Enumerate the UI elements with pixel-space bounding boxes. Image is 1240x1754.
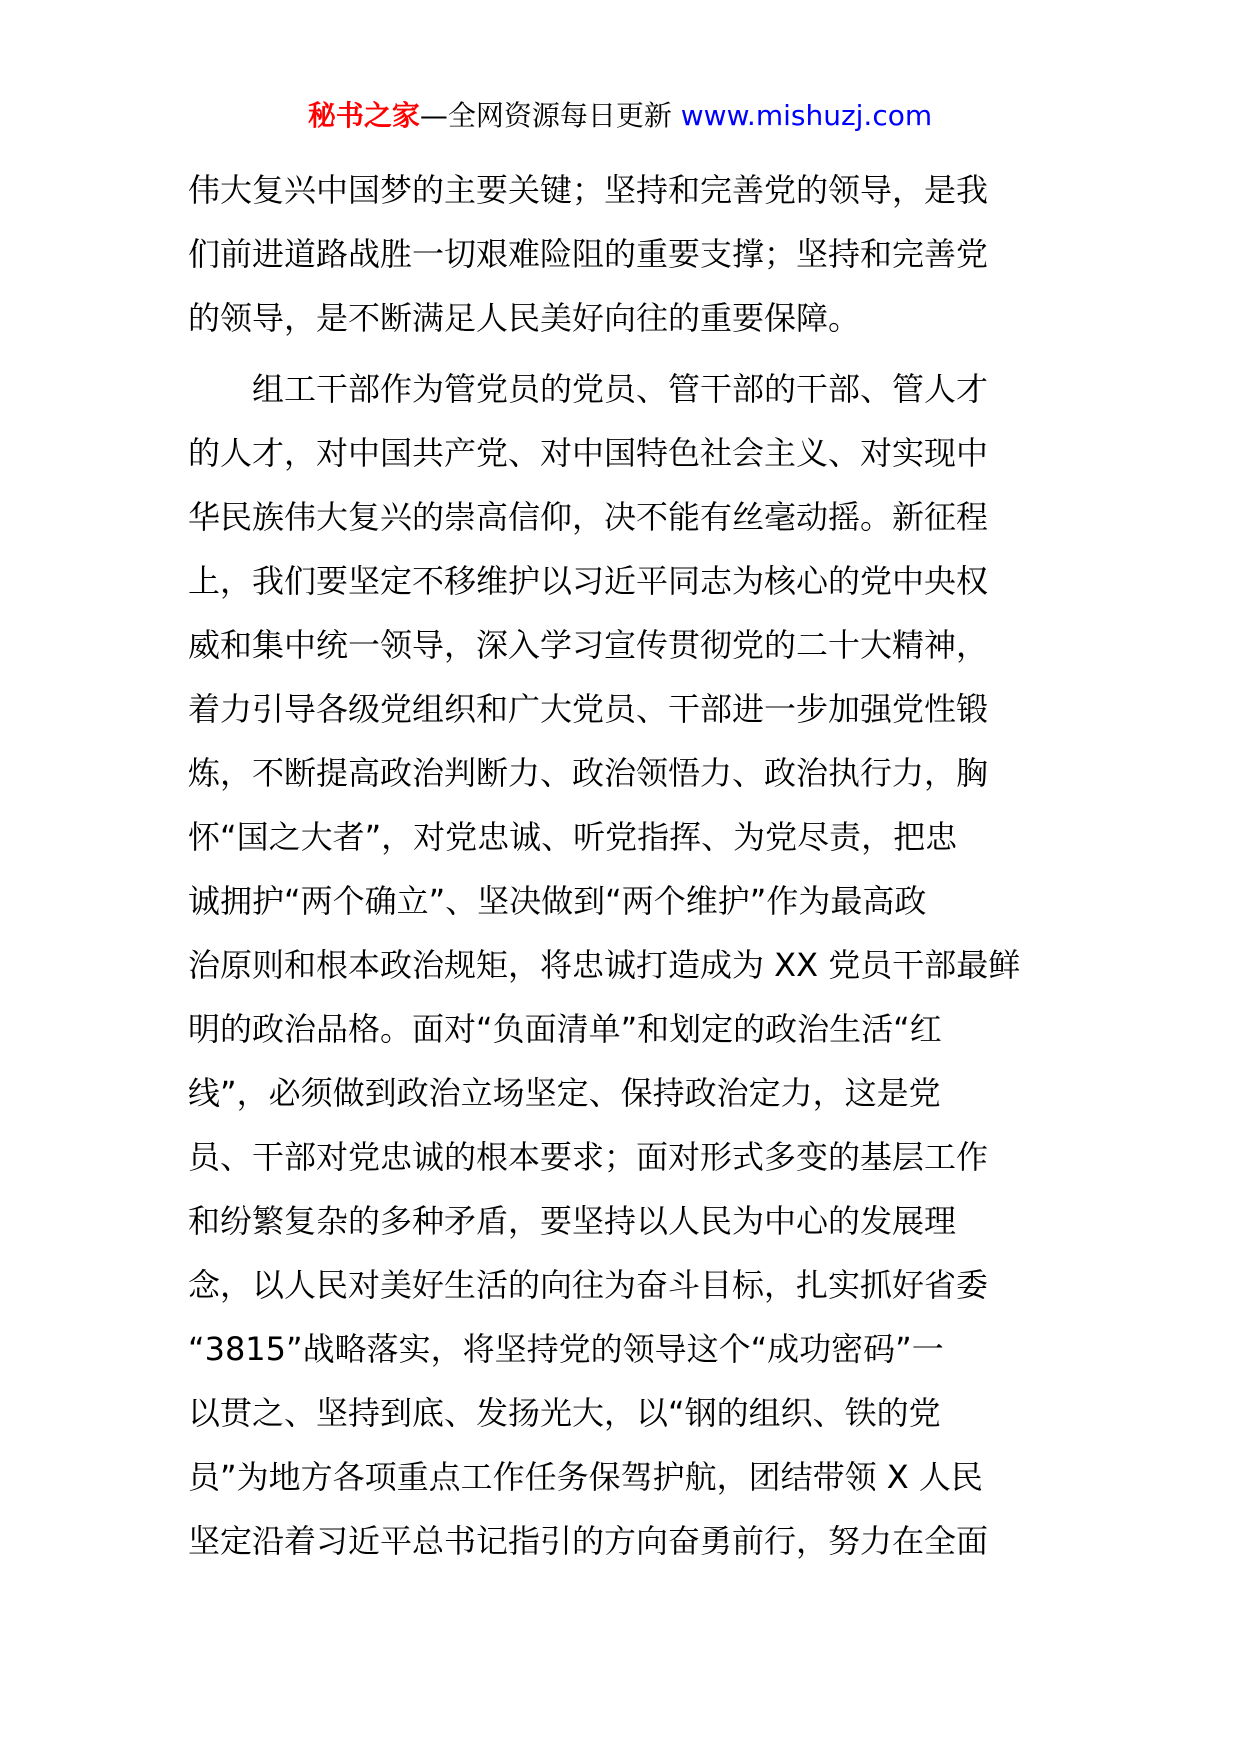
text-line: 的人才，对中国共产党、对中国特色社会主义、对实现中 [188, 434, 989, 472]
text-line: 着力引导各级党组织和广大党员、干部进一步加强党性锻 [188, 690, 989, 728]
paragraph-start-line: 组工干部作为管党员的党员、管干部的干部、管人才 [188, 370, 989, 408]
text-line: 员、干部对党忠诚的根本要求；面对形式多变的基层工作 [188, 1138, 989, 1176]
text-line: 上，我们要坚定不移维护以习近平同志为核心的党中央权 [188, 562, 989, 600]
brand-name: 秘书之家 [307, 99, 420, 132]
text-line: “3815”战略落实，将坚持党的领导这个“成功密码”一 [188, 1330, 944, 1368]
text-line: 怀“国之大者”，对党忠诚、听党指挥、为党尽责，把忠 [188, 818, 958, 856]
text-line: 线”，必须做到政治立场坚定、保持政治定力，这是党 [188, 1074, 941, 1112]
text-line: 治原则和根本政治规矩，将忠诚打造成为 XX 党员干部最鲜 [188, 946, 1021, 984]
text-line: 的领导，是不断满足人民美好向往的重要保障。 [188, 299, 861, 337]
text-line: 员”为地方各项重点工作任务保驾护航，团结带领 X 人民 [188, 1458, 983, 1496]
text-line: 以贯之、坚持到底、发扬光大，以“钢的组织、铁的党 [188, 1394, 941, 1432]
text-line: 坚定沿着习近平总书记指引的方向奋勇前行，努力在全面 [188, 1522, 989, 1560]
text-line: 念，以人民对美好生活的向往为奋斗目标，扎实抓好省委 [188, 1266, 989, 1304]
text-line: 们前进道路战胜一切艰难险阻的重要支撑；坚持和完善党 [188, 235, 989, 273]
document-body [188, 158, 1058, 1573]
text-line: 炼，不断提高政治判断力、政治领悟力、政治执行力，胸 [188, 754, 989, 792]
text-line: 和纷繁复杂的多种矛盾，要坚持以人民为中心的发展理 [188, 1202, 957, 1240]
text-line: 华民族伟大复兴的崇高信仰，决不能有丝毫动摇。新征程 [188, 498, 989, 536]
header-tagline: —全网资源每日更新 [419, 99, 681, 132]
page-header [0, 98, 1240, 134]
site-url-link[interactable]: www.mishuzj.com [680, 99, 933, 132]
text-line: 诚拥护“两个确立”、坚决做到“两个维护”作为最高政 [188, 882, 927, 920]
text-line: 明的政治品格。面对“负面清单”和划定的政治生活“红 [188, 1010, 942, 1048]
text-line: 伟大复兴中国梦的主要关键；坚持和完善党的领导，是我 [188, 171, 989, 209]
text-line: 威和集中统一领导，深入学习宣传贯彻党的二十大精神， [188, 626, 989, 664]
